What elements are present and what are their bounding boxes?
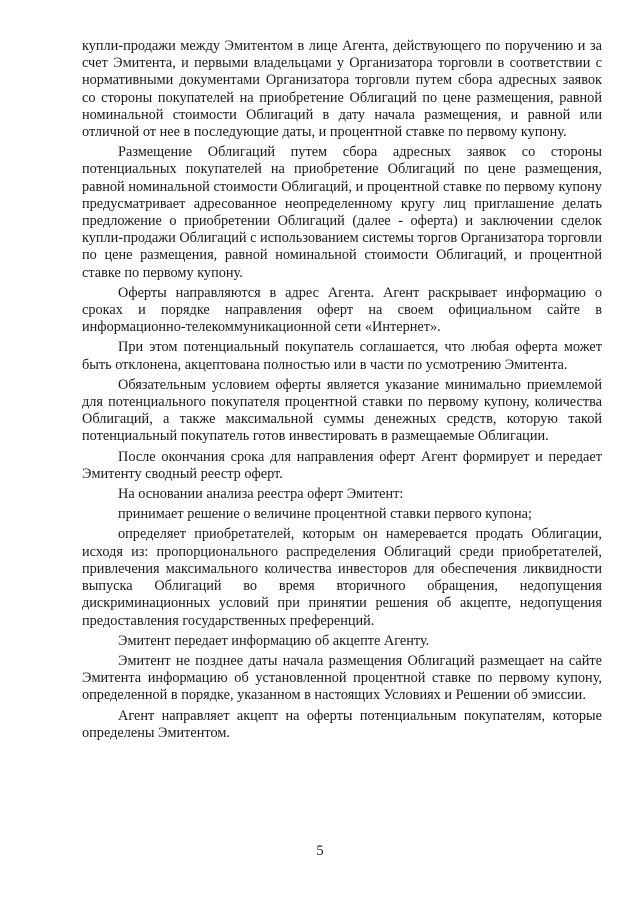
paragraph-buyer-selection: определяет приобретателей, которым он намеревается продать Облигации, исходя из: пропорционального распределения Облигаций среди приобретателей, привлечения максимального количества инвесторов для обеспечения ликвидности выпуска Облигаций во время вторичного обращения, недопущения дискриминационных условий при принятии решения об акцепте, недопущения предоставления государственных преференций. [82,526,602,629]
paragraph-offer-rejection: При этом потенциальный покупатель соглашается, что любая оферта может быть отклонена, акцептована полностью или в части по усмотрению Эмитента. [82,339,602,373]
paragraph-registry-analysis: На основании анализа реестра оферт Эмитент: [118,486,404,503]
paragraph-offer-conditions: Обязательным условием оферты является указание минимально приемлемой для потенциального покупателя процентной ставки по первому купону, количества Облигаций, а также максимальной суммы денежных средств, которую такой потенциальный покупатель готов инвестировать в размещаемые Облигации. [82,376,602,445]
paragraph-acceptance-info: Эмитент передает информацию об акцепте Агенту. [118,632,430,649]
paragraph-rate-decision: принимает решение о величине процентной ставки первого купона; [118,506,532,523]
paragraph-continuation: купли-продажи между Эмитентом в лице Агента, действующего по поручению и за счет Эмитента, и первыми владельцами у Организатора торговли в соответствии с нормативными документами Организатора торговли путем сбора адресных заявок со стороны покупателей на приобретение Облигаций по цене размещения, равной номинальной стоимости Облигаций в дату начала размещения, и равной или отличной от нее в последующие даты, и процентной ставке по первому купону. [82,38,602,141]
paragraph-placement-method: Размещение Облигаций путем сбора адресных заявок со стороны потенциальных покупателей на приобретение Облигаций по цене размещения, равной номинальной стоимости Облигаций, и процентной ставке по первому купону предусматривает адресованное неопределенному кругу лиц приглашение делать предложение о приобретении Облигаций (далее - оферта) и заключении сделок купли-продажи Облигаций с использованием системы торгов Организатора торговли по цене размещения, равной номинальной стоимости Облигаций, и процентной ставке по первому купону. [82,144,602,281]
paragraph-acceptance-sending: Агент направляет акцепт на оферты потенциальным покупателям, которые определены Эмитентом. [82,707,602,741]
paragraph-rate-publication: Эмитент не позднее даты начала размещения Облигаций размещает на сайте Эмитента информацию об установленной процентной ставке по первому купону, определенной в порядке, указанном в настоящих Условиях и Решении об эмиссии. [82,652,602,704]
document-body [82,38,602,745]
page-number: 5 [316,843,324,859]
paragraph-offers-to-agent: Оферты направляются в адрес Агента. Агент раскрывает информацию о сроках и порядке направления оферт на своем официальном сайте в информационно-телекоммуникационной сети «Интернет». [82,284,602,336]
paragraph-offer-registry: После окончания срока для направления оферт Агент формирует и передает Эмитенту сводный реестр оферт. [82,448,602,482]
